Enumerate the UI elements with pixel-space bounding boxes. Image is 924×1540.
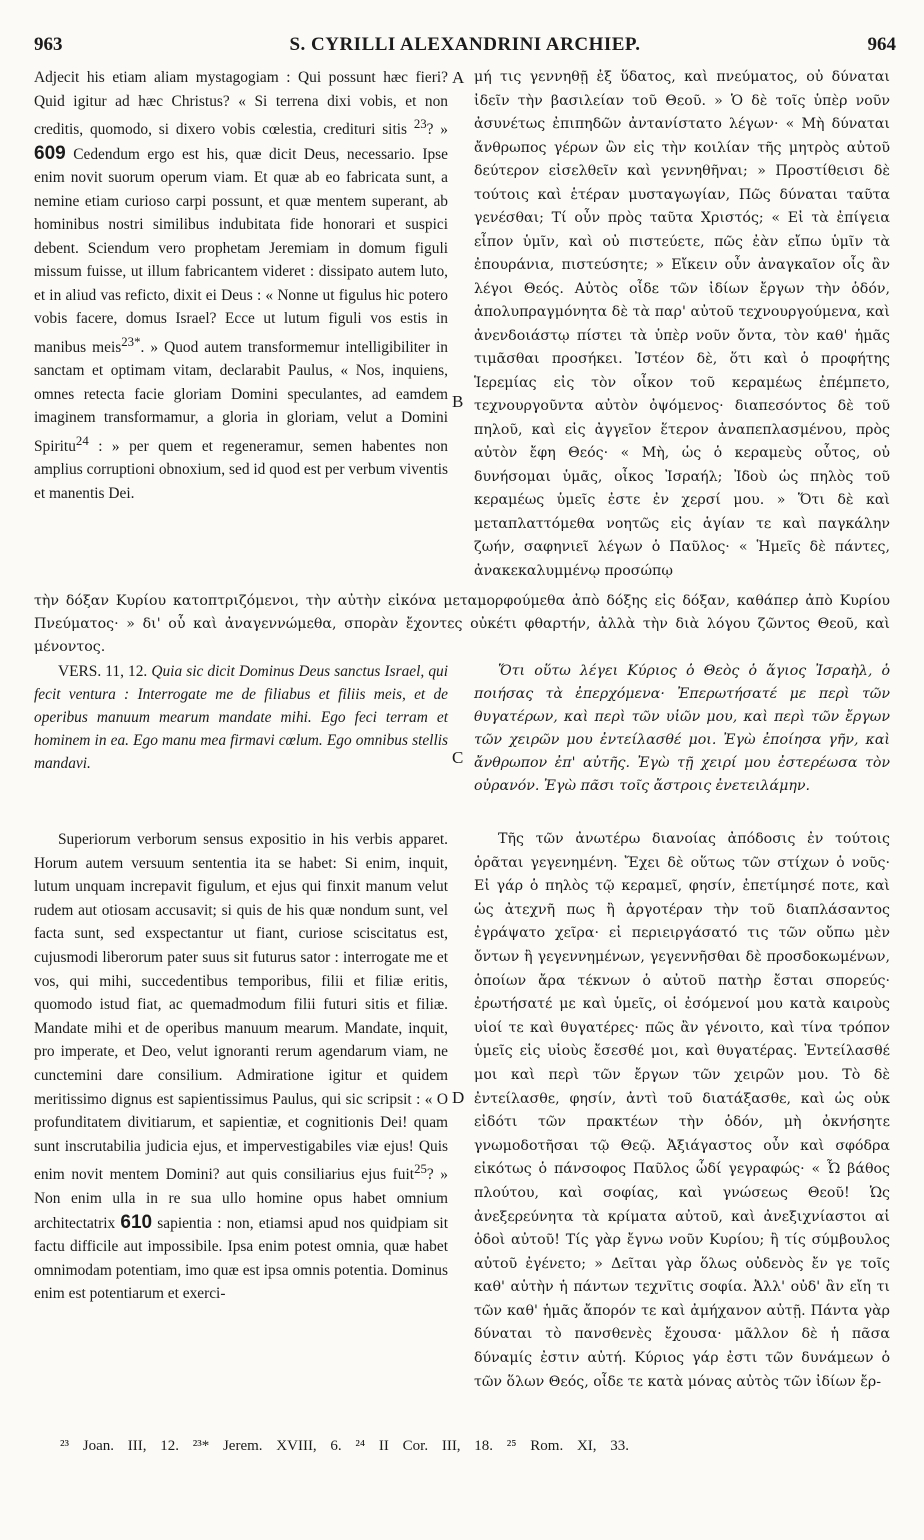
latin-text: Superiorum verborum sensus expositio in his verbis apparet. Horum autem versuum sententia ita se habet: Si enim, inquit, lutum unquam increpavit figulum, et ejus qui finxit manum velut rudem aut otiosam accusavit; si quis de his quæ nondum sunt, vel facta sunt, sed exspectantur ut fiant, curiose sciscitatus est, cujusmodi liberorum pater suus sit futurus sator : interrogate me et vos, qui mihi, succedentibus temporibus, filii et filiæ eritis, quomodo istud fiat, ac quemadmodum filii futuri sitis et filiæ. Mandate mihi et de operibus manuum mearum. Mandate, inquit, pro imperate, et Deo, velut ignoranti rerum agendarum viam, ne cunctemini dare consilium. Admiratione igitur et quidem meritissimo dignus est sapientissimus Paulus, qui sic scripsit : « O profunditatem divitiarum, et sapientiæ, et cognitionis Dei! quam sunt inscrutabilia judicia ejus, et impervestigabiles viæ ejus! Quis enim novit mentem Domini? aut quis consiliarius ejus fuit <box>34 831 448 1184</box>
footnote-ref: 24 <box>75 433 89 448</box>
latin-column-top <box>34 66 448 505</box>
latin-column-bottom <box>34 828 448 1306</box>
margin-letter-d: D <box>452 1088 465 1107</box>
footnote-ref: 23* <box>121 334 141 349</box>
latin-text: . » Quod autem transformemur intelligibiliter in sanctam et optimam vitam, declarabit Paulus, « Nos, inquiens, omnes retecta facie gloriam Domini speculantes, ad eamdem imaginem transformamur, a gloria in gloriam, velut a Domini Spiritu <box>34 338 449 455</box>
migne-column-marker: 610 <box>120 1211 153 1233</box>
greek-text: τὴν δόξαν Κυρίου κατοπτριζόμενοι, τὴν αὐτὴν εἰκόνα μεταμορφούμεθα ἀπὸ δόξης εἰς δόξαν, καθάπερ ἀπὸ Κυρίου Πνεύματος· » δι' οὗ καὶ ἀναγεννώμεθα, σπορὰν ἔχοντες οὐκέτι φθαρτήν, ἀλλὰ τὴν διὰ λόγου ζῶντος Θεοῦ, καὶ μένοντος. <box>34 593 890 655</box>
left-page-number: 963 <box>34 34 63 55</box>
footnotes: ²³ Joan. III, 12. ²³* Jerem. XVIII, 6. ²⁴ II Cor. III, 18. ²⁵ Rom. XI, 33. <box>60 1438 630 1454</box>
latin-verse <box>34 660 448 775</box>
page-header <box>34 34 896 64</box>
latin-text: sapientia : non, etiamsi apud nos quidpiam sit factu difficile aut impossibile. Ipsa enim potest omnia, quæ habet omnimodam potentiam, imo quæ est ipsa omnis potentia. Dominus enim est potentiarum et exerci- <box>34 1214 448 1303</box>
greek-text: Τῆς τῶν ἀνωτέρω διανοίας ἀπόδοσις ἐν τούτοις ὁρᾶται γεγενημένη. Ἔχει δὲ οὕτως τῶν στίχων ὁ νοῦς· Εἰ γάρ ὁ πηλὸς τῷ κεραμεῖ, φησίν, ἐπετίμησέ ποτε, καὶ ὡς ἀτεχνῆ πως ἢ ἀργοτέραν τὴν τοῦ διαπλάσαντος ἐγράψατο χεῖρα· εἰ περιειργάσατό τις τῶν οὔπω μὲν ὄντων ἢ γεγεννημένων, γεγεννῆσθαι δὲ προσδοκωμένων, ὁποίων ἄρα τέκνων ὁ αὐτοῦ πατὴρ ἔσται σπορεύς· ἐρωτήσατέ με καὶ ὑμεῖς, οἱ ἐσόμενοί μου κατὰ καιροὺς υἱοί τε καὶ θυγατέρες· πῶς ἂν γένοιτο, καὶ τίνα τρόπον ὑμεῖς εἰς υἱοὺς ἔσεσθέ μοι, καὶ θυγατέρας. Ἐντείλασθέ μοι καὶ περὶ τῶν ἔργων τῶν χειρῶν μου. Τὸ δὲ ἐντείλασθε, φησίν, ἀντὶ τοῦ διατάξασθε, καὶ ὡς οὐκ εἰδότι τῶν πρακτέων τὴν ὁδόν, μὴ ὀκνήσητε γνωμοδοτῆσαι τῷ Θεῷ. Ἀξιάγαστος οὖν καὶ σφόδρα εἰκότως ὁ πάνσοφος Παῦλος ὧδί γεγραφώς· « Ὦ βάθος πλούτου, καὶ σοφίας, καὶ γνώσεως Θεοῦ! Ὡς ἀνεξερεύνητα τὰ κρίματα αὐτοῦ, καὶ ἀνεξιχνίαστοι αἱ ὁδοὶ αὐτοῦ! Τίς γὰρ ἔγνω νοῦν Κυρίου; ἢ τίς σύμβουλος αὐτοῦ ἐγένετο; » Δεῖται γὰρ ὅλως οὐδενὸς ἔν γε τοῖς καθ' αὑτὴν ἡ πάντων τεχνῖτις σοφία. Ἀλλ' οὐδ' ἂν εἴη τι τῶν καθ' ἡμᾶς ἄπορόν τε καὶ ἀμήχανον αὐτῇ. Πάντα γὰρ δύναται τὸ πανσθενὲς ἔχουσα· μᾶλλον δὲ ἡ πᾶσα δύναμίς ἐστιν αὐτή. Κύριος γάρ ἐστι τῶν δυνάμεων ὁ τῶν ὅλων Θεός, οἶδε τε κατὰ μόνας αὐτὸς τῶν ἰδίων ἔρ- <box>474 831 890 1390</box>
greek-text: μή τις γεννηθῇ ἐξ ὕδατος, καὶ πνεύματος, οὐ δύναται ἰδεῖν τὴν βασιλείαν τοῦ Θεοῦ. » Ὁ δὲ τοῖς ὑπὲρ νοῦν ἀσυνέτως ἐπιπηδῶν ἀντανίστατο λέγων· « Μὴ δύναται ἄνθρωπος γέρων ὢν εἰς τὴν κοιλίαν τῆς μητρὸς αὐτοῦ δεύτερον εἰσελθεῖν καὶ γεννηθῆναι; » Προστίθεισι δὲ τούτοις καὶ ἑτέραν μυσταγωγίαν, Πῶς δύναται ταῦτα γενέσθαι; Τί οὖν πρὸς ταῦτα Χριστός; « Εἰ τὰ ἐπίγεια εἶπον ὑμῖν, καὶ οὐ πιστεύετε, πῶς ἐὰν εἴπω ὑμῖν τὰ ἐπουράνια, πιστεύσητε; » Εἴκειν οὖν ἀναγκαῖον οἷς ἂν λέγοι Θεός. Αὐτὸς οἶδε τῶν ἰδίων ἔργων τὴν ὁδόν, ἀπολυπραγμόνητα δὲ τὰ παρ' αὐτοῦ τεχνουργούμενα, καὶ ἀνενδοιάστῳ πίστει τὰ ὑπὲρ νοῦν ὄντα, τὸν καθ' ἡμᾶς τιμᾶσθαι προσήκει. Ἰστέον δὲ, ὅτι καὶ ὁ προφήτης Ἱερεμίας εἰς τὸν οἶκον τοῦ κεραμέως ἐπέμπετο, τεχνουργοῦντα αὐτὸν ὀψόμενος· διαπεσόντος δὲ τοῦ πηλοῦ, καὶ εἰς ἀγγεῖον ἕτερον ἀναπεπλασμένου, πρὸς αὐτὸν ἔφη Θεός· « Μὴ, ὡς ὁ κεραμεὺς οὗτος, οὐ δυνήσομαι ὑμᾶς, οἶκος Ἰσραήλ; Ἰδοὺ ὡς πηλὸς τοῦ κεραμέως ὑμεῖς ἐστε ἐν χερσί μου. » Ὅτι δὲ καὶ μεταπλαττόμεθα νοητῶς εἰς ἁγίαν τε καὶ παγκάλην ζωήν, σαφηνιεῖ λέγων ὁ Παῦλος· « Ἡμεῖς δὲ πάντες, ἀνακεκαλυμμένῳ προσώπῳ <box>474 69 890 579</box>
verse-text: Ὅτι οὕτω λέγει Κύριος ὁ Θεὸς ὁ ἅγιος Ἰσραὴλ, ὁ ποιήσας τὰ ἐπερχόμενα· Ἐπερωτήσατέ με περὶ τῶν θυγατέρων, καὶ περὶ τῶν υἱῶν μου, καὶ περὶ τῶν ἔργων τῶν χειρῶν μου ἐντείλασθέ μοι. Ἐγὼ ἐποίησα γῆν, καὶ ἄνθρωπον ἐπ' αὐτῆς. Ἐγὼ τῇ χειρί μου ἐστερέωσα τὸν οὐρανόν. Ἐγὼ πᾶσι τοῖς ἄστροις ἐνετειλάμην. <box>474 663 890 794</box>
latin-text: ? » Non enim ulla in re sua ullo homine opus habet omnium architectatrix <box>34 1166 448 1232</box>
verse-label: VERS. 11, 12. <box>58 663 148 680</box>
greek-column-bottom <box>474 828 890 1394</box>
latin-text: : » per quem et regeneramur, semen habentes non amplius corruptioni obnoxium, sed id quod est per verbum viventis et manentis Dei. <box>34 437 448 502</box>
greek-full-width <box>34 590 890 659</box>
greek-verse <box>474 660 890 798</box>
greek-column-top <box>474 66 890 583</box>
verse-text: Quia sic dicit Dominus Deus sanctus Israel, qui fecit ventura : Interrogate me de filiabus et filiis meis, et de operibus manuum mearum mandate mihi. Ego feci terram et hominem in ea. Ego manu mea firmavi cœlum. Ego omnibus stellis mandavi. <box>34 663 448 772</box>
latin-text: ? » <box>426 121 448 139</box>
margin-letter-b: B <box>452 392 464 411</box>
margin-letter-a: A <box>452 68 465 87</box>
running-head: S. CYRILLI ALEXANDRINI ARCHIEP. <box>289 34 641 55</box>
latin-text: Adjecit his etiam aliam mystagogiam : Qui possunt hæc fieri? Quid igitur ad hæc Christus? « Si terrena dixi vobis, et non creditis, quomodo, si dixero vobis cœlestia, credituri sitis <box>34 69 448 139</box>
right-page-number: 964 <box>867 34 896 55</box>
migne-column-marker: 609 <box>34 142 66 164</box>
footnote-ref: 25 <box>414 1162 427 1177</box>
latin-text: Cedendum ergo est his, quæ dicit Deus, necessario. Ipse enim novit suorum operum viam. Et quæ ab eo fabricata sunt, a nemine etiam curioso carpi possunt, et quæ mentem superant, ab hominibus nostri similibus indubitata fide honorari et suspici debent. Sciendum vero prophetam Jeremiam in domum figuli missum fuisse, ut illum fabricantem videret : dissipato autem luto, et in aliud vas reficto, dixit ei Deus : « Nonne ut figulus hic potero vobis facere, domus Israel? Ecce ut lutum figuli vos estis in manibus meis <box>34 145 448 356</box>
margin-letter-c: C <box>452 748 464 767</box>
footnote-ref: 23 <box>413 117 427 131</box>
